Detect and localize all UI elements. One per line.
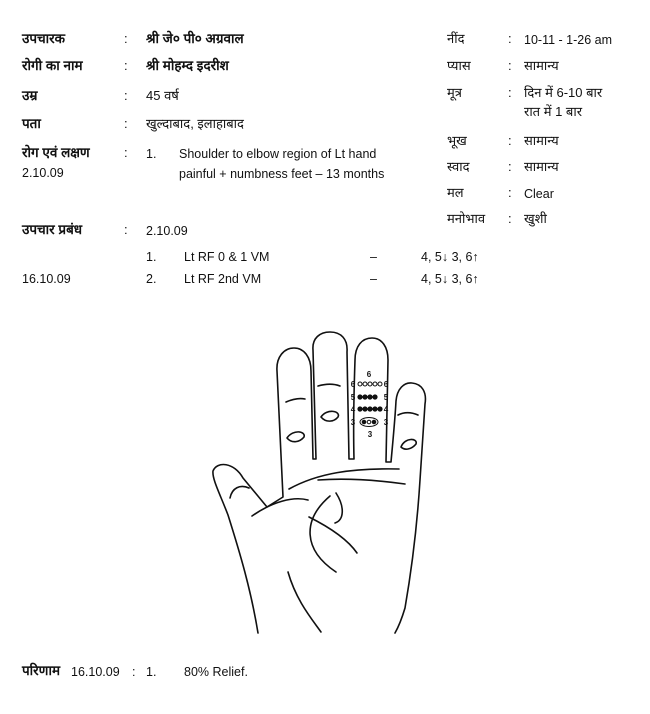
result-text: 80% Relief. <box>184 665 248 679</box>
separator: : <box>124 145 128 160</box>
point-label: 3 <box>350 418 356 427</box>
separator: : <box>508 58 512 73</box>
point-label: 4 <box>350 405 356 414</box>
treatment-label: उपचार प्रबंध <box>22 222 83 237</box>
separator: : <box>124 31 128 46</box>
point-label: 4 <box>383 405 389 414</box>
result-number: 1. <box>146 665 157 679</box>
point-label: 5 <box>350 393 356 402</box>
point-label: 3 <box>367 430 373 439</box>
name-label: रोगी का नाम <box>22 58 83 73</box>
treatment-row-date: 16.10.09 <box>22 272 71 286</box>
point-label: 6 <box>350 380 356 389</box>
point-dots <box>358 382 382 427</box>
age-value: 45 वर्ष <box>146 88 179 103</box>
palm-line <box>288 572 321 632</box>
treatment-row-dash: – <box>370 272 377 286</box>
address-value: खुल्दाबाद, इलाहाबाद <box>146 116 244 131</box>
stool-label: मल <box>447 185 464 200</box>
finger-crease <box>318 384 340 386</box>
stool-value: Clear <box>524 187 554 201</box>
doctor-label: उपचारक <box>22 31 66 46</box>
treatment-row-number: 2. <box>146 272 157 286</box>
symptom-line-2: painful + numbness feet – 13 months <box>179 167 385 181</box>
treatment-date: 2.10.09 <box>146 224 188 238</box>
mood-label: मनोभाव <box>447 211 486 226</box>
point-label: 6 <box>383 380 389 389</box>
separator: : <box>508 133 512 148</box>
palm-line <box>230 486 249 498</box>
taste-value: सामान्य <box>524 159 559 174</box>
sleep-label: नींद <box>447 31 465 46</box>
separator: : <box>508 85 512 100</box>
treatment-row-desc: Lt RF 0 & 1 VM <box>184 250 270 264</box>
name-value: श्री मोहम्द इदरीश <box>146 58 229 73</box>
result-date: 16.10.09 <box>71 665 120 679</box>
disease-label: रोग एवं लक्षण <box>22 145 90 160</box>
point-label: 6 <box>366 370 372 379</box>
hunger-value: सामान्य <box>524 133 559 148</box>
knuckle-mark <box>401 439 416 449</box>
separator: : <box>508 185 512 200</box>
palm-line <box>309 517 357 553</box>
thirst-value: सामान्य <box>524 58 559 73</box>
separator: : <box>124 116 128 131</box>
palm-line <box>310 496 336 572</box>
treatment-row-desc: Lt RF 2nd VM <box>184 272 262 286</box>
urine-label: मूत्र <box>447 85 462 100</box>
doctor-value: श्री जे० पी० अग्रवाल <box>146 31 244 46</box>
urine-value-night: रात में 1 बार <box>524 104 583 119</box>
treatment-row-points: 4, 5↓ 3, 6↑ <box>421 272 479 286</box>
hunger-label: भूख <box>447 133 467 148</box>
separator: : <box>508 31 512 46</box>
thirst-label: प्यास <box>447 58 471 73</box>
address-label: पता <box>22 116 41 131</box>
knuckle-mark <box>287 432 304 442</box>
separator: : <box>124 58 128 73</box>
urine-value-day: दिन में 6-10 बार <box>524 85 603 100</box>
palm-line <box>335 493 342 523</box>
treatment-row-dash: – <box>370 250 377 264</box>
separator: : <box>124 88 128 103</box>
separator: : <box>508 159 512 174</box>
treatment-row-points: 4, 5↓ 3, 6↑ <box>421 250 479 264</box>
symptom-number: 1. <box>146 147 157 161</box>
result-separator: : <box>132 665 136 679</box>
knuckle-mark <box>321 411 338 421</box>
separator: : <box>508 211 512 226</box>
symptom-line-1: Shoulder to elbow region of Lt hand <box>179 147 377 161</box>
point-label: 3 <box>383 418 389 427</box>
finger-crease <box>398 413 418 415</box>
finger-crease <box>286 399 305 402</box>
palm-line <box>252 499 308 516</box>
ring-finger-points <box>351 370 389 439</box>
disease-date: 2.10.09 <box>22 166 64 180</box>
treatment-row-number: 1. <box>146 250 157 264</box>
separator: : <box>124 222 128 237</box>
mood-value: खुशी <box>524 211 547 226</box>
sleep-value: 10-11 - 1-26 am <box>524 33 613 47</box>
point-label: 5 <box>383 393 389 402</box>
result-label: परिणाम <box>22 663 61 678</box>
age-label: उम्र <box>22 88 38 103</box>
palm-line <box>318 479 405 484</box>
taste-label: स्वाद <box>447 159 470 174</box>
